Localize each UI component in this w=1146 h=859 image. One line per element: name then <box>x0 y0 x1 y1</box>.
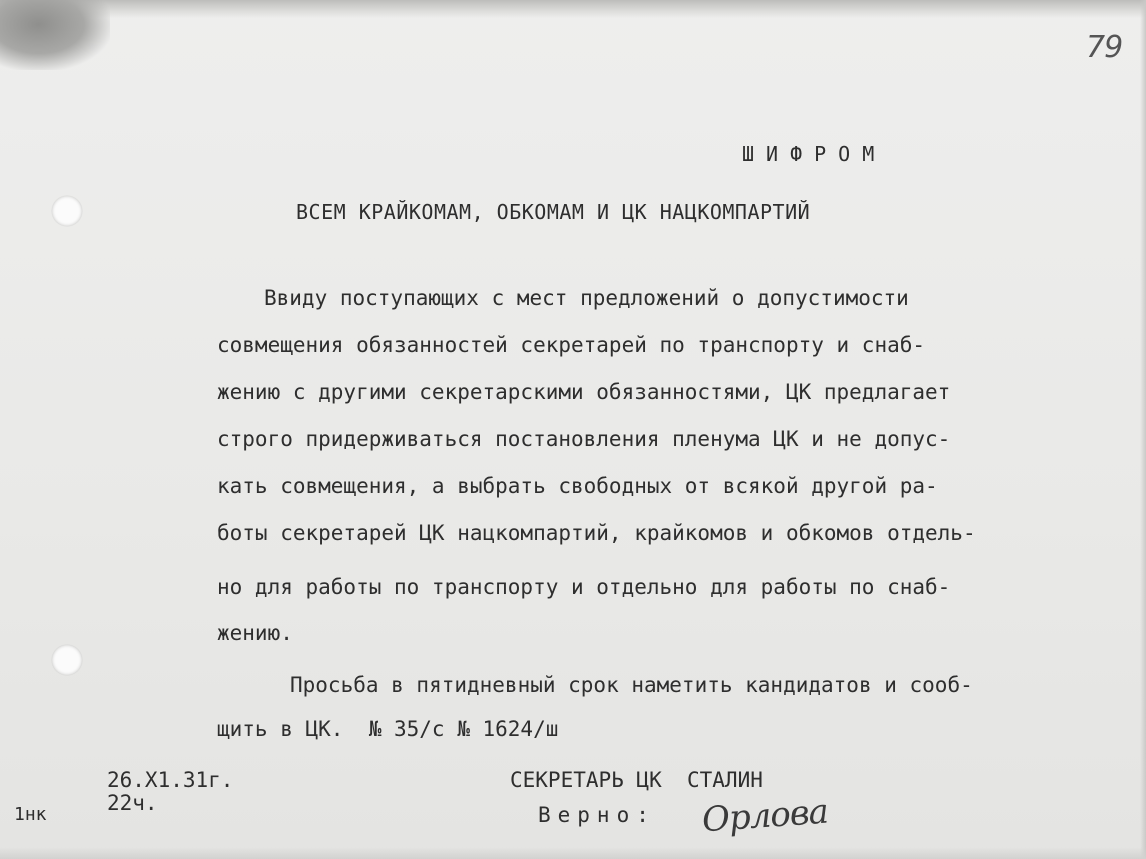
office-mark: 1нк <box>14 804 47 825</box>
signature-line: СЕКРЕТАРЬ ЦК СТАЛИН <box>510 768 763 792</box>
body-line: строго придерживаться постановления пленума ЦК и не допус- <box>217 427 951 451</box>
paper-top-edge <box>0 0 1146 18</box>
page-number: 79 <box>1086 30 1123 65</box>
body-line: боты секретарей ЦК нацкомпартий, крайкомов и обкомов отдель- <box>217 521 976 545</box>
body-line: но для работы по транспорту и отдельно для работы по снаб- <box>217 575 951 599</box>
body-line: жению. <box>217 621 293 645</box>
document-address: ВСЕМ КРАЙКОМАМ, ОБКОМАМ И ЦК НАЦКОМПАРТИЙ <box>296 200 811 224</box>
paper-right-edge <box>1140 0 1146 859</box>
document-date: 26.Х1.31г. <box>107 768 234 792</box>
body-line: жению с другими секретарскими обязанностями, ЦК предлагает <box>217 380 951 404</box>
punch-hole-bottom <box>52 645 82 675</box>
paper-bottom-edge <box>0 847 1146 859</box>
handwritten-signature: Орлова <box>700 791 830 841</box>
body-line: совмещения обязанностей секретарей по транспорту и снаб- <box>217 333 926 357</box>
document-heading: ШИФРОМ <box>742 142 887 166</box>
body-line: Просьба в пятидневный срок наметить кандидатов и сооб- <box>290 673 973 697</box>
punch-hole-top <box>52 196 82 226</box>
certified-label: Верно: <box>538 803 656 827</box>
body-line: Ввиду поступающих с мест предложений о допустимости <box>264 286 909 310</box>
document-time: 22ч. <box>107 791 158 815</box>
body-line: кать совмещения, а выбрать свободных от всякой другой ра- <box>217 474 938 498</box>
torn-corner <box>0 0 110 70</box>
body-line: щить в ЦК. № 35/с № 1624/ш <box>217 717 559 741</box>
